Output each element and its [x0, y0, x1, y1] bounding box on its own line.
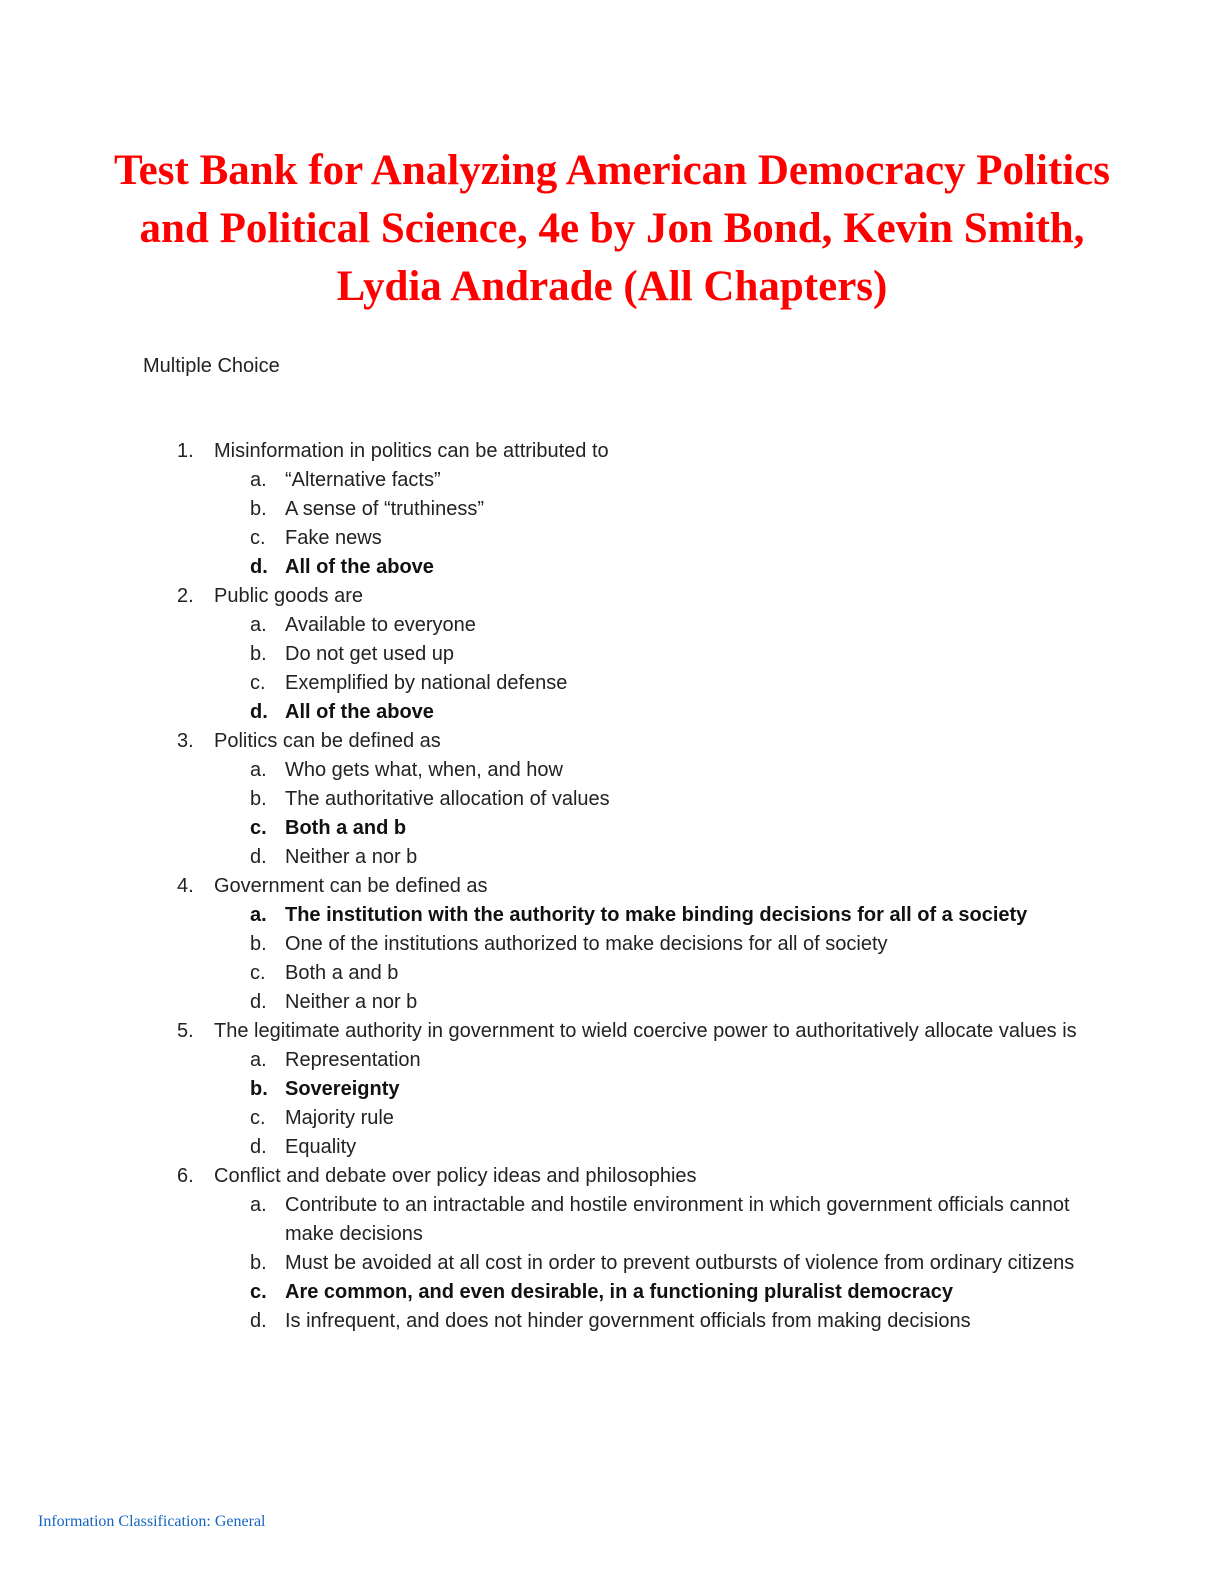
question-number: 2.	[177, 585, 194, 607]
question-number: 1.	[177, 440, 194, 462]
option-text: All of the above	[285, 556, 434, 578]
answer-option	[0, 1307, 1085, 1336]
question-item	[0, 872, 1224, 1017]
question-stem	[0, 727, 1084, 756]
classification-footer: Information Classification: General	[38, 1513, 266, 1530]
option-letter: a.	[250, 759, 267, 781]
option-letter: d.	[250, 1136, 267, 1158]
option-letter: b.	[250, 788, 267, 810]
question-stem	[0, 1162, 1084, 1191]
option-letter: a.	[250, 904, 267, 926]
option-letter: c.	[250, 672, 266, 694]
option-text: All of the above	[285, 701, 434, 723]
question-stem	[0, 1017, 1084, 1046]
answer-option	[0, 959, 1085, 988]
answer-option	[0, 756, 1085, 785]
option-letter: a.	[250, 1194, 267, 1216]
option-text: Both a and b	[285, 962, 399, 984]
question-text: Misinformation in politics can be attributed to	[214, 440, 609, 462]
option-text: Equality	[285, 1136, 357, 1158]
option-letter: d.	[250, 556, 268, 578]
answer-option-correct	[0, 1278, 1085, 1307]
option-letter: b.	[250, 933, 267, 955]
question-stem	[0, 437, 1084, 466]
question-text: Politics can be defined as	[214, 730, 441, 752]
option-letter: d.	[250, 1310, 267, 1332]
option-letter: b.	[250, 1252, 267, 1274]
answer-option	[0, 495, 1085, 524]
option-text: A sense of “truthiness”	[285, 498, 484, 520]
option-letter: a.	[250, 1049, 267, 1071]
option-letter: c.	[250, 817, 267, 839]
option-text: Do not get used up	[285, 643, 455, 665]
option-letter: b.	[250, 643, 267, 665]
question-number: 5.	[177, 1020, 194, 1042]
answer-option	[0, 1249, 1085, 1278]
answer-option-correct	[0, 1075, 1085, 1104]
option-text: Representation	[285, 1049, 421, 1071]
option-text: Available to everyone	[285, 614, 476, 636]
option-letter: c.	[250, 1107, 266, 1129]
option-letter: c.	[250, 962, 266, 984]
question-item	[0, 582, 1224, 727]
question-stem	[0, 872, 1084, 901]
option-text: The authoritative allocation of values	[285, 788, 610, 810]
option-text: Sovereignty	[285, 1078, 400, 1100]
answer-option	[0, 1046, 1085, 1075]
document-title: Test Bank for Analyzing American Democracy Politics and Political Science, 4e by Jon Bond, Kevin Smith, Lydia Andrade (All Chapters)	[113, 147, 1111, 310]
option-text: Fake news	[285, 527, 382, 549]
section-label: Multiple Choice	[143, 355, 280, 377]
answer-option-correct	[0, 698, 1085, 727]
question-text: Conflict and debate over policy ideas and philosophies	[214, 1165, 697, 1187]
answer-option-correct	[0, 553, 1085, 582]
question-number: 3.	[177, 730, 194, 752]
question-text: Government can be defined as	[214, 875, 488, 897]
answer-option	[0, 785, 1085, 814]
option-text: Is infrequent, and does not hinder government officials from making decisions	[285, 1310, 971, 1332]
option-text: Contribute to an intractable and hostile environment in which government officials cannot make decisions	[285, 1194, 1070, 1245]
option-text: Must be avoided at all cost in order to prevent outbursts of violence from ordinary citizens	[285, 1252, 1075, 1274]
option-text: Neither a nor b	[285, 991, 418, 1013]
question-number: 6.	[177, 1165, 194, 1187]
option-text: One of the institutions authorized to make decisions for all of society	[285, 933, 888, 955]
question-item	[0, 437, 1224, 582]
question-text: Public goods are	[214, 585, 363, 607]
option-letter: d.	[250, 991, 267, 1013]
answer-option	[0, 669, 1085, 698]
option-text: Exemplified by national defense	[285, 672, 568, 694]
option-text: Are common, and even desirable, in a functioning pluralist democracy	[285, 1281, 953, 1303]
option-letter: a.	[250, 469, 267, 491]
option-letter: a.	[250, 614, 267, 636]
answer-option	[0, 1191, 1085, 1249]
option-letter: c.	[250, 1281, 267, 1303]
option-letter: c.	[250, 527, 266, 549]
option-text: “Alternative facts”	[285, 469, 441, 491]
question-list	[0, 437, 1224, 1336]
answer-option-correct	[0, 814, 1085, 843]
option-letter: d.	[250, 701, 268, 723]
question-number: 4.	[177, 875, 194, 897]
answer-option	[0, 930, 1085, 959]
question-item	[0, 1017, 1224, 1162]
answer-option	[0, 843, 1085, 872]
option-letter: b.	[250, 498, 267, 520]
option-text: The institution with the authority to make binding decisions for all of a society	[285, 904, 1028, 926]
answer-option	[0, 640, 1085, 669]
answer-option	[0, 524, 1085, 553]
answer-option	[0, 466, 1085, 495]
question-stem	[0, 582, 1084, 611]
question-item	[0, 727, 1224, 872]
answer-option-correct	[0, 901, 1085, 930]
question-text: The legitimate authority in government to wield coercive power to authoritatively allocate values is	[214, 1020, 1077, 1042]
option-text: Who gets what, when, and how	[285, 759, 563, 781]
option-text: Both a and b	[285, 817, 407, 839]
question-item	[0, 1162, 1224, 1336]
answer-option	[0, 611, 1085, 640]
answer-option	[0, 988, 1085, 1017]
option-text: Neither a nor b	[285, 846, 418, 868]
answer-option	[0, 1133, 1085, 1162]
answer-option	[0, 1104, 1085, 1133]
option-letter: d.	[250, 846, 267, 868]
option-text: Majority rule	[285, 1107, 394, 1129]
option-letter: b.	[250, 1078, 268, 1100]
